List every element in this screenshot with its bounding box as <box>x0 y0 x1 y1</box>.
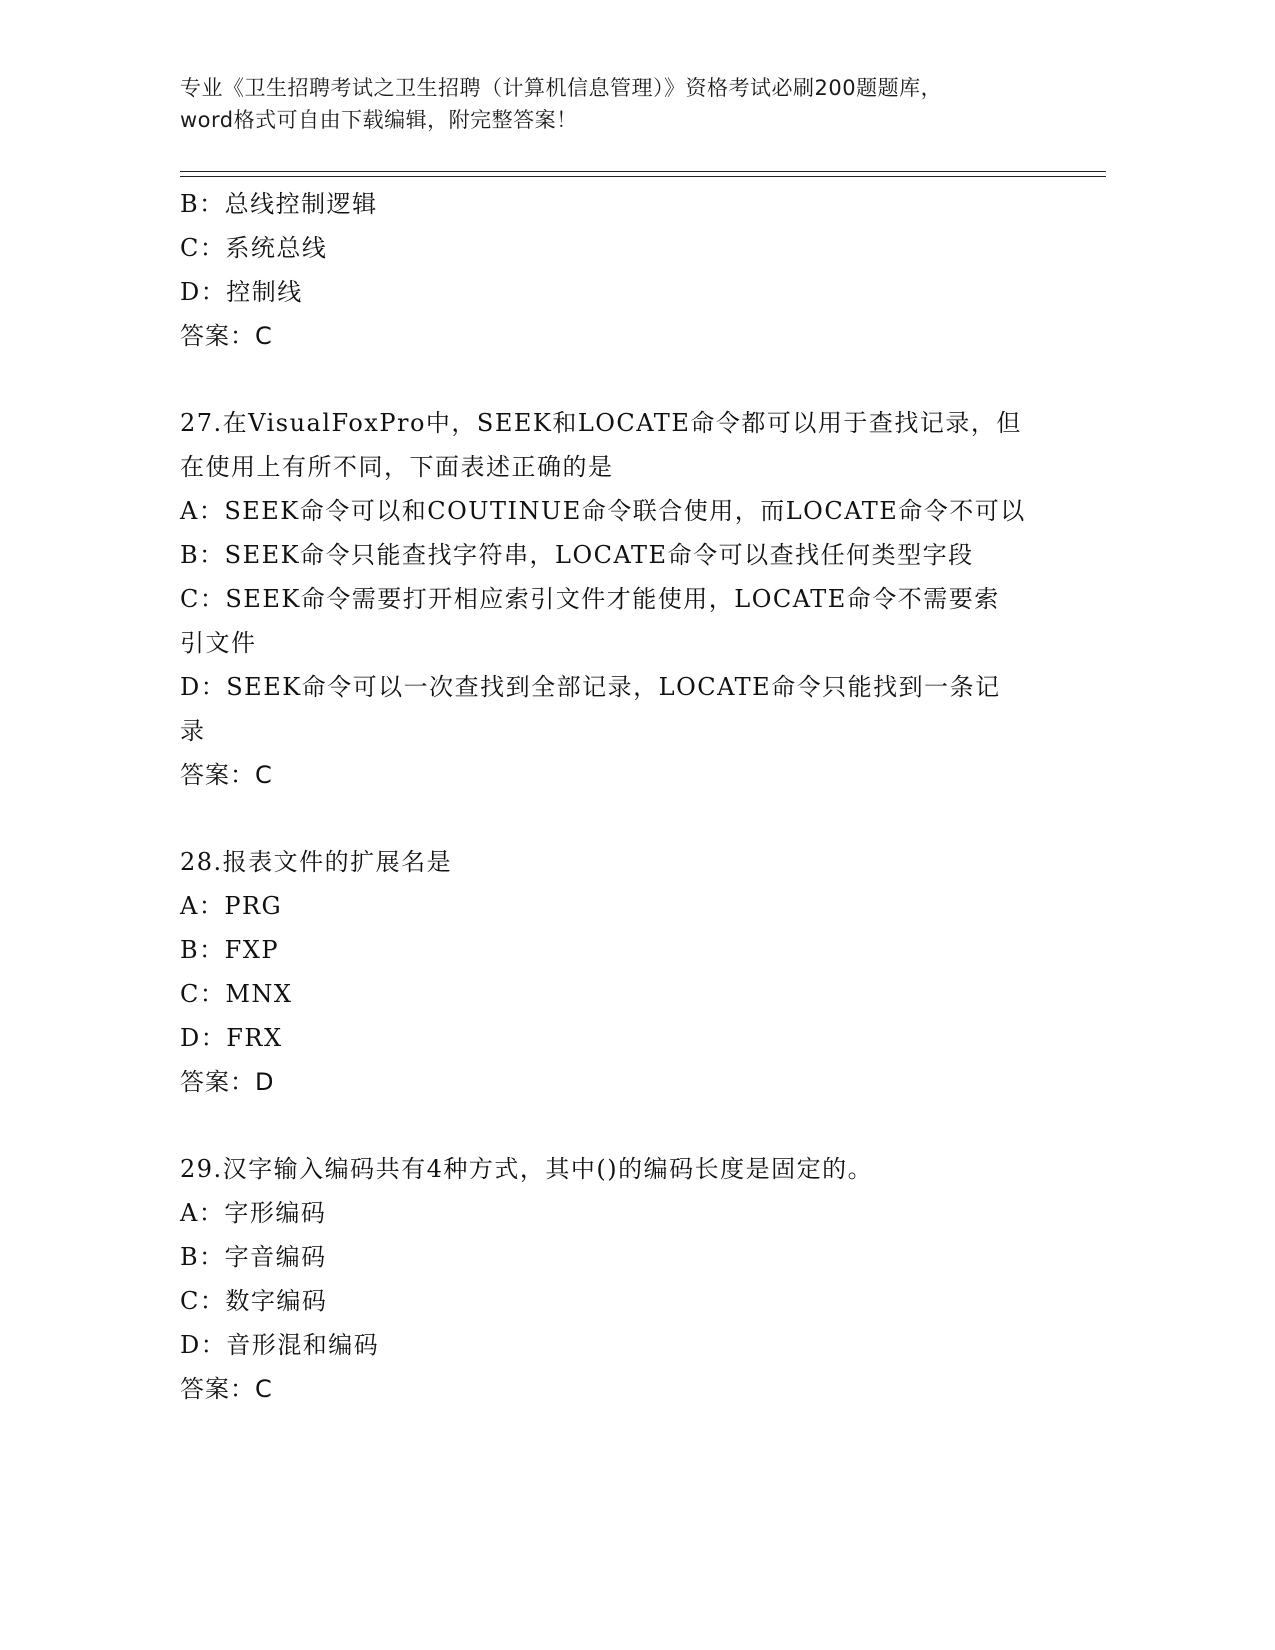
answer: 答案：C <box>180 322 273 350</box>
question-list <box>180 182 1080 1411</box>
option-c: C：SEEK命令需要打开相应索引文件才能使用，LOCATE命令不需要索 <box>180 585 1000 613</box>
header-rule-top <box>180 171 1106 172</box>
spacer <box>180 1104 1080 1147</box>
header-rule-bottom <box>180 176 1106 177</box>
document-header <box>180 72 1080 136</box>
option-b: B：SEEK命令只能查找字符串，LOCATE命令可以查找任何类型字段 <box>180 541 974 569</box>
option-a: A：SEEK命令可以和COUTINUE命令联合使用，而LOCATE命令不可以 <box>180 497 1026 525</box>
question-stem: 27.在VisualFoxPro中，SEEK和LOCATE命令都可以用于查找记录，但 <box>180 409 1022 437</box>
option-a: A：PRG <box>180 892 283 920</box>
option-b: B：总线控制逻辑 <box>180 190 378 218</box>
header-title-line-1: 专业《卫生招聘考试之卫生招聘（计算机信息管理）》资格考试必刷200题题库， <box>180 76 943 100</box>
option-d: D：控制线 <box>180 278 303 306</box>
question-29 <box>180 1147 1080 1411</box>
spacer <box>180 358 1080 401</box>
option-b: B：FXP <box>180 936 280 964</box>
option-d: D：SEEK命令可以一次查找到全部记录，LOCATE命令只能找到一条记 <box>180 673 1001 701</box>
option-c: C：数字编码 <box>180 1287 328 1315</box>
option-c-continued: 引文件 <box>180 629 257 657</box>
option-b: B：字音编码 <box>180 1243 327 1271</box>
question-stem: 28.报表文件的扩展名是 <box>180 848 453 876</box>
question-stem-continued: 在使用上有所不同，下面表述正确的是 <box>180 453 614 481</box>
option-d: D：FRX <box>180 1024 283 1052</box>
option-c: C：系统总线 <box>180 234 328 262</box>
spacer <box>180 797 1080 840</box>
question-stem: 29.汉字输入编码共有4种方式，其中()的编码长度是固定的。 <box>180 1155 874 1183</box>
option-d: D：音形混和编码 <box>180 1331 380 1359</box>
answer: 答案：C <box>180 761 273 789</box>
answer: 答案：C <box>180 1375 273 1403</box>
question-26-continued <box>180 182 1080 358</box>
option-c: C：MNX <box>180 980 293 1008</box>
header-title-line-2: word格式可自由下载编辑，附完整答案！ <box>180 108 578 132</box>
question-27 <box>180 401 1080 797</box>
answer: 答案：D <box>180 1068 275 1096</box>
question-28 <box>180 840 1080 1104</box>
option-a: A：字形编码 <box>180 1199 327 1227</box>
option-d-continued: 录 <box>180 717 206 745</box>
